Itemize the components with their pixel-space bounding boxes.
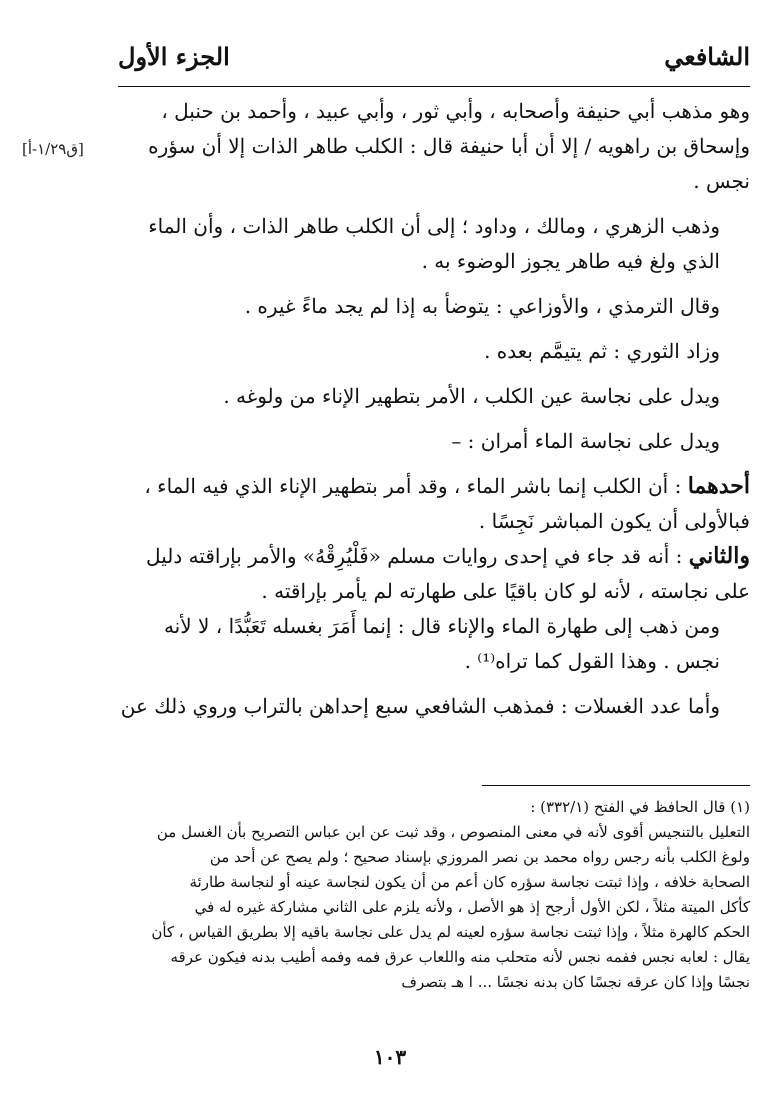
manuscript-margin-note: [ق١/٢٩-أ] [22,140,84,158]
paragraph-8: وأما عدد الغسلات : فمذهب الشافعي سبع إحداهن بالتراب وروي ذلك عن [120,694,720,718]
header-volume-title: الجزء الأول [118,42,230,71]
first-point-label: أحدهما [687,473,750,499]
footnote-line: الصحابة خلافه ، وإذا ثبتت نجاسة سؤره كان أعم من أن يكون لنجاسة عينه أو لنجاسة طارئة [189,873,750,891]
footnote-line: الحكم كالهرة مثلاً ، وإذا ثبتت نجاسة سؤره لعينه لم يدل على نجاسة باقيه إلا بطريق القياس ، كأن [151,923,750,941]
paragraph-4: وزاد الثوري : ثم يتيمَّم بعده . [484,339,720,363]
footnote-line: يقال : لعابه نجس ففمه نجس لأنه متحلب منه واللعاب عرق فمه وفمه أطيب بدنه فيكون عرقه [170,948,750,966]
main-text [118,94,750,724]
footnote-line: ولوغ الكلب بأنه رجس رواه محمد بن نصر المروزي بإسناد صحيح ؛ ولم يصح عن أحد من [209,848,750,866]
paragraph-5: ويدل على نجاسة عين الكلب ، الأمر بتطهير الإناء من ولوغه . [223,384,720,408]
paragraph-7: ومن ذهب إلى طهارة الماء والإناء قال : إنما أَمَرَ بغسله تَعَبُّدًا ، لا لأنه نجس . وهذا القول كما تراه⁽¹⁾ . [163,614,720,673]
paragraph-first-point: أحدهما : أن الكلب إنما باشر الماء ، وقد أمر بتطهير الإناء الذي فيه الماء ، فبالأولى أن يكون المباشر نَجِسًا . [144,473,750,533]
footnote-line: نجسًا وإذا كان عرقه نجسًا كان بدنه نجسًا ... ا هـ بتصرف [401,973,750,991]
second-point-label: والثاني [688,543,750,569]
paragraph-2: وذهب الزهري ، ومالك ، وداود ؛ إلى أن الكلب طاهر الذات ، وأن الماء الذي ولغ فيه طاهر يجوز الوضوء به . [148,214,720,273]
footnote-line: التعليل بالتنجيس أقوى لأنه في معنى المنصوص ، وقد ثبت عن ابن عباس التصريح بأن الغسل من [156,823,750,841]
paragraph-second-point: والثاني : أنه قد جاء في إحدى روايات مسلم «فَلْيُرِقْهُ» والأمر بإراقته دليل على نجاسته ، لأنه لو كان باقيًا على طهارته لم يأمر بإراقته . [146,543,750,603]
paragraph-3: وقال الترمذي ، والأوزاعي : يتوضأ به إذا لم يجد ماءً غيره . [244,294,720,318]
paragraph-6: ويدل على نجاسة الماء أمران : – [451,429,720,453]
footnote-block [118,795,750,995]
header-book-title: الشافعي [664,42,750,71]
running-header [118,40,750,87]
footnote-divider [482,785,750,786]
footnote-source: (١) قال الحافظ في الفتح (٣٣٢/١) : [530,798,750,816]
page-number: ١٠٣ [373,1045,407,1069]
paragraph-1: وهو مذهب أبي حنيفة وأصحابه ، وأبي ثور ، وأبي عبيد ، وأحمد بن حنبل ، وإسحاق بن راهويه / إلا أن أبا حنيفة قال : الكلب طاهر الذات إلا أن سؤره نجس . [148,99,750,193]
footnote-line: كأكل الميتة مثلاً ، لكن الأول أرجح إذ هو الأصل ، ولأنه يلزم على الثاني مشاركة غيره له في [194,898,750,916]
